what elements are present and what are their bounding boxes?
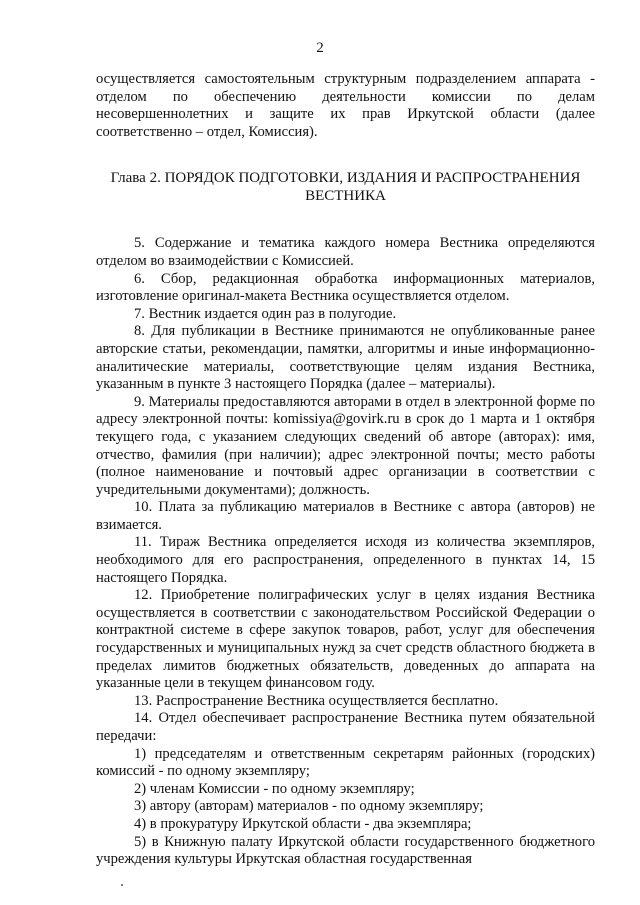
list-item-4: 4) в прокуратуру Иркутской области - два экземпляра; [134, 815, 472, 832]
paragraph-14: 14. Отдел обеспечивает распространение Вестника путем обязательной передачи: [96, 710, 595, 744]
document-body [96, 71, 595, 869]
list-item-1: 1) председателям и ответственным секретарям районных (городских) комиссий - по одному экземпляру; [96, 745, 595, 780]
list-item-2: 2) членам Комиссии - по одному экземпляру; [134, 780, 415, 797]
scan-speck [121, 884, 123, 886]
chapter-title: Глава 2. ПОРЯДОК ПОДГОТОВКИ, ИЗДАНИЯ И РАСПРОСТРАНЕНИЯ ВЕСТНИКА [110, 170, 581, 205]
paragraph-12: 12. Приобретение полиграфических услуг в целях издания Вестника осуществляется в соответствии с законодательством Российской Федерации о контрактной системе в сфере закупок товаров, работ, услуг для обеспечения государственных и муниципальных нужд за счет средств областного бюджета в пределах лимитов бюджетных обязательств, доведенных до аппарата на указанные цели в текущем финансовом году. [96, 587, 595, 692]
paragraph-9: 9. Материалы предоставляются авторами в отдел в электронной форме по адресу электронной почты: komissiya@govirk.ru в срок до 1 марта и 1 октября текущего года, с указанием следующих сведений об авторе (авторах): имя, отчество, фамилия (при наличии); адрес электронной почты; место работы (полное наименование и почтовый адрес организации в соответствии с учредительными документами); должность. [96, 393, 595, 498]
paragraph-6: 6. Сбор, редакционная обработка информационных материалов, изготовление оригинал-макета Вестника осуществляется отделом. [96, 270, 595, 305]
paragraph-8: 8. Для публикации в Вестнике принимаются не опубликованные ранее авторские статьи, рекомендации, памятки, алгоритмы и иные информационно-аналитические материалы, соответствующие целям издания Вестника, указанным в пункте 3 настоящего Порядка (далее – материалы). [96, 323, 595, 393]
paragraph-11: 11. Тираж Вестника определяется исходя из количества экземпляров, необходимого для его распространения, определенного в пунктах 14, 15 настоящего Порядка. [96, 534, 595, 586]
paragraph-10: 10. Плата за публикацию материалов в Вестнике с автора (авторов) не взимается. [96, 499, 595, 533]
list-item-5: 5) в Книжную палату Иркутской области государственного бюджетного учреждения культуры Иркутская областная государственная [96, 833, 595, 868]
paragraph-5: 5. Содержание и тематика каждого номера Вестника определяются отделом во взаимодействии с Комиссией. [96, 235, 595, 269]
page-number: 2 [316, 40, 324, 56]
intro-paragraph: осуществляется самостоятельным структурным подразделением аппарата - отделом по обеспечению деятельности комиссии по делам несовершеннолетних и защите их прав Иркутской области (далее соответственно – отдел, Комиссия). [96, 71, 595, 140]
list-item-3: 3) автору (авторам) материалов - по одному экземпляру; [134, 798, 484, 815]
paragraph-13: 13. Распространение Вестника осуществляется бесплатно. [134, 692, 499, 709]
paragraph-7: 7. Вестник издается один раз в полугодие. [134, 305, 397, 322]
